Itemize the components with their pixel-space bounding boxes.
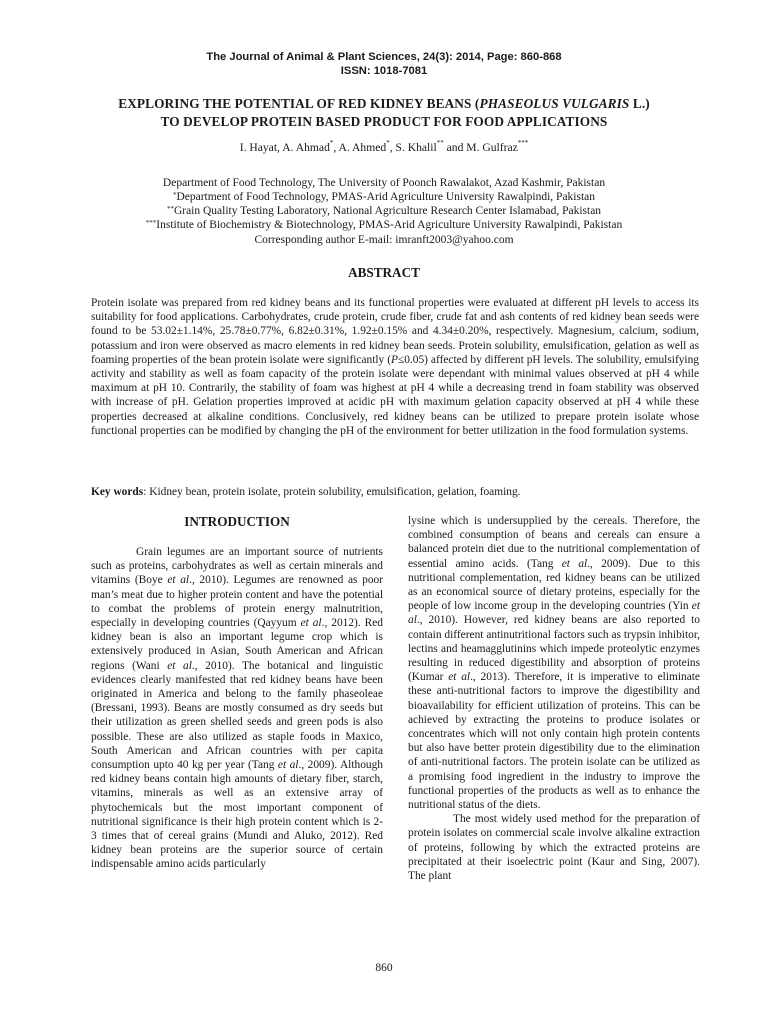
keywords [91, 485, 699, 499]
abstract-text: ≤0.05) affected by different pH levels. The solubility, emulsifying activity and stability as well as foam capacity of the protein isolate were dependant with minimal values observed at pH 4 while maximum at pH 10. Contrarily, the stability of foam was highest at pH 4 while a decreasing trend in foam stability was observed with increase of pH. Gelation properties improved at acidic pH with maximum gelation capacity observed at pH 4 while these properties decreased at alkaline conditions. Conclusively, red kidney beans can be utilized to prepare protein isolate whose functional properties can be modified by changing the pH of the environment for better utilization in the food formulation systems. [91, 353, 699, 437]
affiliation-text: Grain Quality Testing Laboratory, National Agriculture Research Center Islamabad, Pakistan [173, 205, 602, 217]
abstract-body [91, 296, 699, 438]
body-paragraph [91, 545, 383, 872]
body-text: ., 2009). Although red kidney beans contain high amounts of dietary fiber, starch, vitamins, minerals as well as an extensive array of phytochemicals but the most important component of nutritional significance is their high protein content which is 2-3 times that of cereal grains (Mundi and Aluko, 2012). Red kidney bean proteins are the superior source of certain indispensable amino acids particularly [91, 759, 383, 871]
body-text: lysine which is undersupplied by the cereals. Therefore, the combined consumption of beans and cereals can ensure a balanced protein diet due to the nutritional complementation of essential amino acids. (Tang [408, 515, 700, 570]
body-text: ., 2009). Due to this nutritional complementation, red kidney beans can be utilized as an economical source of dietary proteins, especially for the people of low income group in the developing countries (Yin [408, 557, 700, 613]
et-al: et al [408, 600, 700, 627]
author-marker: * [329, 139, 334, 147]
et-al: et al [448, 671, 471, 684]
body-paragraph: The most widely used method for the preparation of protein isolates on commercial scale involve alkaline extraction of proteins, following by which the extracted proteins are precipitated at their isoelectric point (Kaur and Sing, 2007). The plant [408, 813, 700, 883]
body-text: ., 2012). Red kidney bean is also an important legume crop which is extensively produced in Asian, South American and African regions (Wani [91, 617, 383, 672]
affiliation-marker: * [172, 191, 177, 199]
author-marker: * [386, 139, 390, 147]
keywords-label: Key words [91, 486, 144, 498]
issn: ISSN: 1018-7081 [340, 65, 428, 77]
body-paragraph [408, 514, 700, 812]
author: I. Hayat, A. Ahmad [239, 141, 330, 154]
right-column [408, 514, 700, 883]
affiliation-text: Department of Food Technology, PMAS-Arid Agriculture University Rawalpindi, Pakistan [176, 191, 596, 203]
author-marker: ** [436, 139, 444, 147]
abstract-heading: ABSTRACT [348, 265, 420, 280]
et-al: et al [300, 617, 322, 630]
affiliation-marker: ** [166, 205, 174, 213]
affiliation-text: Institute of Biochemistry & Biotechnology, PMAS-Arid Agriculture University Rawalpindi, Pakistan [156, 219, 623, 231]
author: , A. Ahmed [333, 141, 387, 154]
abstract-p-symbol: P [391, 353, 398, 366]
page-number: 860 [375, 962, 393, 974]
author-list [0, 141, 768, 154]
affiliation [0, 218, 768, 232]
affiliation [0, 190, 768, 204]
title-text-end: L.) [629, 96, 650, 111]
body-text: ., 2010). However, red kidney beans are also reported to contain different antinutritional factors such as trypsin inhibitor, lectins and heamagglutinins which impede proteolytic enzymes resulting in reduced digestibility and absorption of proteins (Kumar [408, 614, 700, 684]
abstract-paragraph [91, 296, 699, 438]
introduction-heading: INTRODUCTION [184, 514, 290, 529]
body-text: ., 2010). Legumes are renowned as poor man’s meat due to higher protein content and have the potential to combat the problems of protein energy malnutrition, especially in developing countries (Qayyum [91, 574, 384, 630]
body-text: ., 2013). Therefore, it is imperative to eliminate these anti-nutritional factors to improve the digestibility and bioavailability for efficient utilization of proteins. This can be achieved by extracting the proteins to produce isolates or concentrates which will not only contain high protein contents but also have better protein digestibility due to the elimination of anti-nutritional factors. The protein isolate can be utilized as a promising food ingredient in the industry to improve the functional properties of the products as well as to enhance the nutritional status of the diets. [408, 671, 700, 812]
corresponding-author: Corresponding author E-mail: imranft2003@yahoo.com [254, 234, 514, 246]
article-title-line-1 [0, 94, 768, 114]
et-al: et al [561, 557, 588, 570]
title-text: EXPLORING THE POTENTIAL OF RED KIDNEY BEANS ( [118, 96, 480, 111]
body-text: Grain legumes are an important source of nutrients such as proteins, carbohydrates as well as certain minerals and vitamins (Boye [91, 546, 383, 587]
journal-citation: The Journal of Animal & Plant Sciences, 24(3): 2014, Page: 860-868 [206, 51, 562, 63]
affiliation [0, 204, 768, 218]
article-title-line-2: TO DEVELOP PROTEIN BASED PRODUCT FOR FOOD APPLICATIONS [160, 114, 608, 129]
et-al: et al [167, 574, 190, 587]
et-al: et al [277, 759, 299, 772]
affiliation: Department of Food Technology, The University of Poonch Rawalakot, Azad Kashmir, Pakistan [162, 177, 606, 189]
title-species: PHASEOLUS VULGARIS [479, 96, 630, 111]
body-text: ., 2010). The botanical and linguistic evidences clearly manifested that red kidney beans have been originated in America and belong to the family phaseoleae (Bressani, 1993). Beans are mostly consumed as dry seeds but their utilization as green shelled seeds and green pods is also possible. These are also utilized as staple foods in Maxico, South American and African countries with per capita consumption upto 40 kg per year (Tang [91, 659, 383, 772]
author: and M. Gulfraz [443, 141, 518, 154]
left-column [91, 545, 383, 872]
abstract-text: Protein isolate was prepared from red kidney beans and its functional properties were evaluated at different pH levels to access its suitability for food applications. Carbohydrates, crude protein, crude fiber, crude fat and ash contents of red kidney bean seeds were found to be 53.02±1.14%, 25.78±0.77%, 6.82±0.31%, 1.92±0.15% and 4.34±0.20%, respectively. Magnesium, calcium, sodium, potassium and iron were observed as macro elements in red kidney bean seeds. Protein solubility, emulsification, gelation as well as foaming properties of the bean protein isolate were significantly ( [91, 297, 699, 366]
et-al: et al [167, 659, 192, 672]
affiliation-marker: *** [145, 219, 157, 227]
author-marker: *** [517, 139, 529, 147]
author: , S. Khalil [389, 141, 437, 154]
keywords-text: : Kidney bean, protein isolate, protein solubility, emulsification, gelation, foaming. [143, 486, 521, 498]
